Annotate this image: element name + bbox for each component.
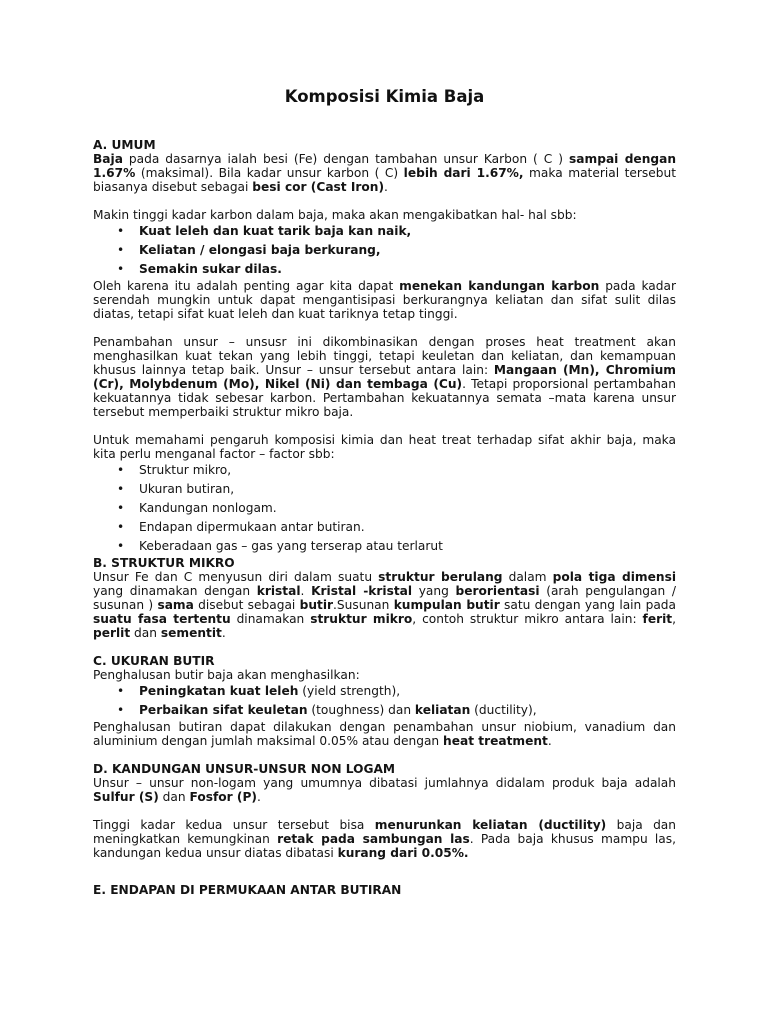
section-heading-b: B. STRUKTUR MIKRO <box>93 556 235 570</box>
text-run: Unsur Fe dan C menyusun diri dalam suatu <box>93 570 379 584</box>
list-item <box>93 222 676 241</box>
text-run: . <box>256 790 261 804</box>
text-run: yang dinamakan dengan <box>93 584 257 598</box>
bold-text: Fosfor (P) <box>189 790 257 804</box>
bold-text: sampai dengan 1.67% <box>93 152 677 180</box>
section-heading-c: C. UKURAN BUTIR <box>93 654 215 668</box>
text-run: pada dasarnya ialah besi (Fe) dengan tambahan unsur Karbon ( C ) <box>122 152 570 166</box>
text-run: Penambahan unsur – unsusr ini dikombinasikan dengan proses heat treatment akan menghasilkan kuat tekan yang lebih tinggi, tetapi keuletan dan keliatan, dan kemampuan khusus lainnya tetap baik. Unsur – unsur tersebut antara lain: <box>93 335 676 377</box>
text-run: baja dan meningkatkan kemungkinan <box>93 818 676 846</box>
list-item <box>93 480 676 499</box>
section-heading-e: E. ENDAPAN DI PERMUKAAN ANTAR BUTIRAN <box>93 883 402 897</box>
list-item <box>93 260 676 279</box>
text-run: . Tetapi proporsional pertambahan kekuatannya tidak sebesar karbon. Pertambahan kekuatannya semata –mata karena unsur tersebut memperbaiki struktur mikro baja. <box>93 377 676 419</box>
text-run: Tinggi kadar kedua unsur tersebut bisa <box>93 818 375 832</box>
bold-text: retak pada sambungan las <box>277 832 470 846</box>
bold-text: sama <box>157 598 194 612</box>
text-run: dinamakan <box>230 612 311 626</box>
text-run: maka material tersebut biasanya disebut sebagai <box>93 166 676 194</box>
text-run: . <box>547 734 552 748</box>
bold-text: pola tiga dimensi <box>552 570 677 584</box>
bold-text: lebih dari 1.67%, <box>403 166 524 180</box>
paragraph <box>93 152 676 194</box>
bold-text: sementit <box>160 626 222 640</box>
list-item-text: Endapan dipermukaan antar butiran. <box>139 520 365 534</box>
bold-text: menekan kandungan karbon <box>399 279 600 293</box>
text-run: Oleh karena itu adalah penting agar kita dapat <box>93 279 400 293</box>
paragraph <box>93 818 676 860</box>
text-run: Unsur – unsur non-logam yang umumnya dibatasi jumlahnya didalam produk baja adalah <box>93 776 676 790</box>
text-run: .Susunan <box>333 598 394 612</box>
document-title: Komposisi Kimia Baja <box>284 87 485 106</box>
text-run: (arah pengulangan / susunan ) <box>93 584 676 612</box>
bullet-list <box>93 461 676 556</box>
list-item <box>93 701 676 720</box>
bullet-icon: • <box>117 501 125 515</box>
bold-text: heat treatment <box>443 734 548 748</box>
bold-text: berorientasi <box>455 584 540 598</box>
text-run: dan <box>130 626 161 640</box>
bullet-icon: • <box>117 463 125 477</box>
text-run: dan <box>158 790 190 804</box>
paragraph: Penghalusan butir baja akan menghasilkan: <box>93 668 360 682</box>
paragraph <box>93 279 676 321</box>
bullet-icon: • <box>117 224 125 238</box>
bold-text: kristal <box>256 584 301 598</box>
bold-text: perlit <box>93 626 131 640</box>
bold-text: Kristal -kristal <box>311 584 413 598</box>
list-item-text: Kandungan nonlogam. <box>139 501 277 515</box>
list-item <box>93 499 676 518</box>
paragraph: Untuk memahami pengaruh komposisi kimia dan heat treat terhadap sifat akhir baja, maka kita perlu menganal factor – factor sbb: <box>93 433 676 461</box>
bold-text: suatu fasa tertentu <box>93 612 231 626</box>
bold-text: struktur mikro <box>310 612 413 626</box>
bold-text: ferit <box>642 612 673 626</box>
bold-text: menurunkan keliatan (ductility) <box>374 818 607 832</box>
list-item <box>93 461 676 480</box>
text-run: pada kadar serendah mungkin untuk dapat mengantisipasi berkurangnya keliatan dan sifat sulit dilas diatas, tetapi sifat kuat leleh dan kuat tariknya tetap tinggi. <box>93 279 676 321</box>
bold-text: Perbaikan sifat keuletan <box>139 703 308 717</box>
text-run: . Pada baja khusus mampu las, kandungan kedua unsur diatas dibatasi <box>93 832 676 860</box>
list-item <box>93 241 676 260</box>
bold-text: Baja <box>93 152 123 166</box>
bold-text: Mangaan (Mn), Chromium (Cr), Molybdenum (Mo), Nikel (Ni) dan tembaga (Cu) <box>93 363 676 391</box>
text-run: satu dengan yang lain pada <box>499 598 676 612</box>
list-item <box>93 537 676 556</box>
text-run: . <box>221 626 226 640</box>
list-item-text: Kuat leleh dan kuat tarik baja kan naik, <box>139 224 412 238</box>
bullet-icon: • <box>117 684 125 698</box>
bold-text: kurang dari 0.05%. <box>337 846 469 860</box>
bold-text: Sulfur (S) <box>93 790 159 804</box>
list-item-text: Keberadaan gas – gas yang terserap atau terlarut <box>139 539 443 553</box>
bold-text: besi cor (Cast Iron) <box>252 180 385 194</box>
text-run: yang <box>412 584 456 598</box>
text-run: disebut sebagai <box>193 598 300 612</box>
paragraph <box>93 776 676 804</box>
bold-text: kumpulan butir <box>393 598 500 612</box>
bold-text: struktur berulang <box>378 570 503 584</box>
bullet-icon: • <box>117 539 125 553</box>
bullet-icon: • <box>117 243 125 257</box>
section-heading-d: D. KANDUNGAN UNSUR-UNSUR NON LOGAM <box>93 762 396 776</box>
text-run: Penghalusan butiran dapat dilakukan dengan penambahan unsur niobium, vanadium dan aluminium dengan jumlah maksimal 0.05% atau dengan <box>93 720 676 748</box>
list-item-text: Semakin sukar dilas. <box>139 262 282 276</box>
text-run: (maksimal). Bila kadar unsur karbon ( C) <box>135 166 404 180</box>
paragraph <box>93 335 676 419</box>
bold-text: butir <box>299 598 334 612</box>
bullet-icon: • <box>117 520 125 534</box>
text-run: (toughness) dan <box>307 703 415 717</box>
list-item-text: Keliatan / elongasi baja berkurang, <box>139 243 381 257</box>
bold-text: Peningkatan kuat leleh <box>139 684 299 698</box>
bullet-list <box>93 222 676 279</box>
bullet-icon: • <box>117 262 125 276</box>
bullet-icon: • <box>117 703 125 717</box>
document-page <box>93 86 676 897</box>
section-heading-a: A. UMUM <box>93 138 156 152</box>
list-item <box>93 682 676 701</box>
paragraph: Makin tinggi kadar karbon dalam baja, maka akan mengakibatkan hal- hal sbb: <box>93 208 577 222</box>
list-item-text: Struktur mikro, <box>139 463 232 477</box>
text-run: dalam <box>502 570 553 584</box>
text-run: , <box>672 612 676 626</box>
text-run: (ductility), <box>470 703 537 717</box>
bullet-icon: • <box>117 482 125 496</box>
text-run: . <box>384 180 388 194</box>
text-run: (yield strength), <box>298 684 401 698</box>
paragraph <box>93 720 676 748</box>
text-run: . <box>300 584 312 598</box>
text-run: , contoh struktur mikro antara lain: <box>412 612 643 626</box>
bold-text: keliatan <box>414 703 471 717</box>
list-item-text: Ukuran butiran, <box>139 482 235 496</box>
list-item <box>93 518 676 537</box>
bullet-list <box>93 682 676 720</box>
paragraph <box>93 570 676 640</box>
